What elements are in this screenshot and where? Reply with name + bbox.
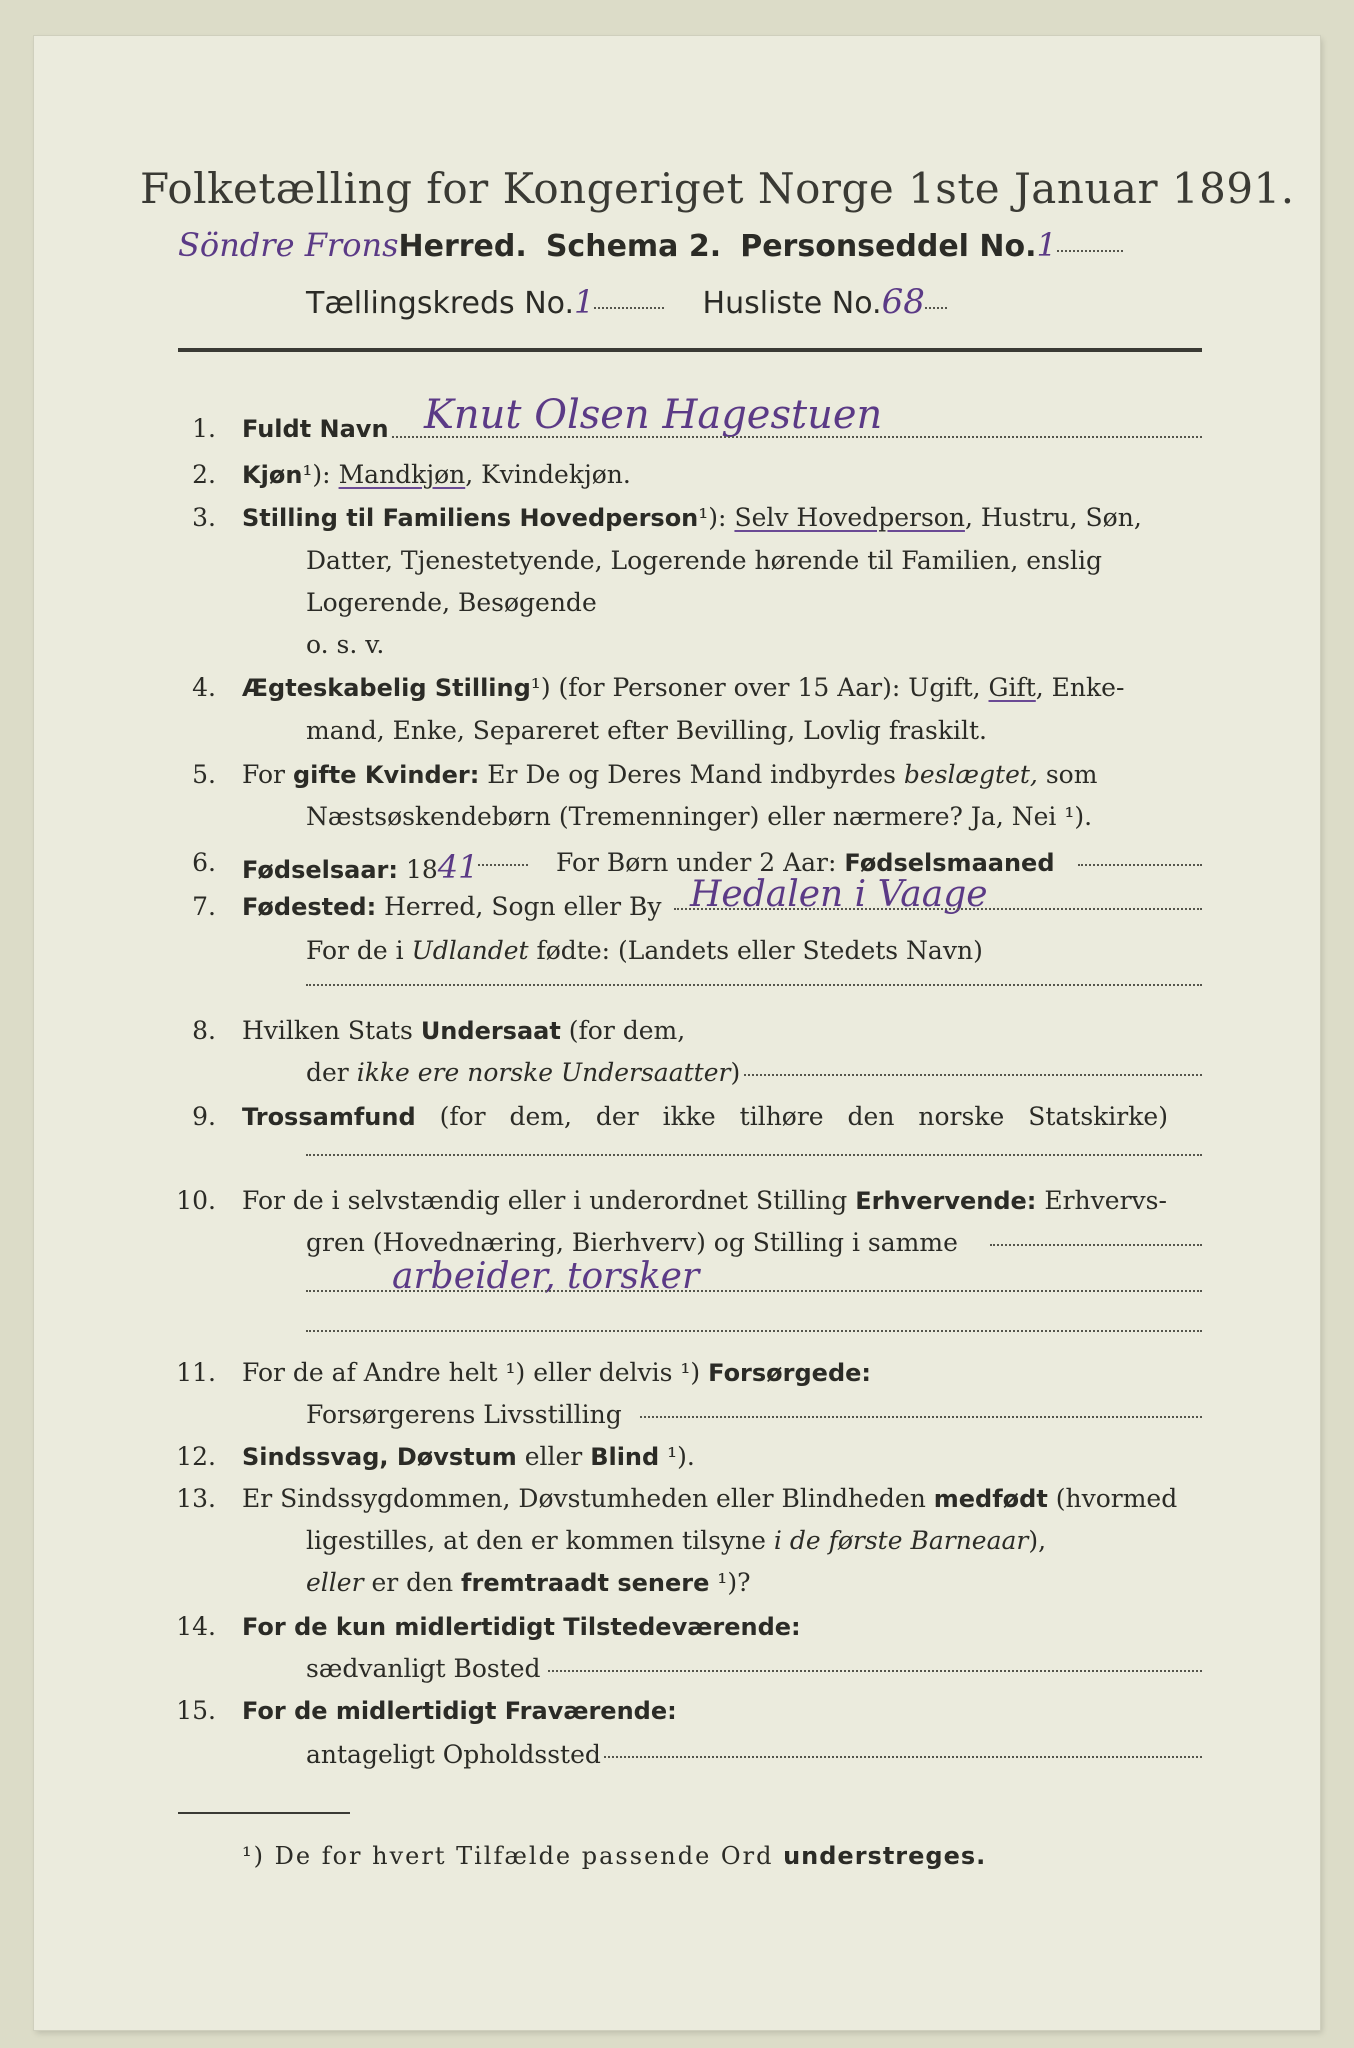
item-15-line-2: antageligt Opholdssted — [306, 1740, 601, 1769]
item-14-line-2: sædvanligt Bosted — [306, 1654, 541, 1683]
item-2 — [242, 460, 631, 489]
item-5-suffix: som — [1037, 760, 1098, 789]
husliste-dots — [925, 307, 947, 309]
item-11-label: Forsørgede: — [708, 1359, 872, 1387]
item-5-italic: beslægtet, — [903, 760, 1038, 789]
item-10 — [242, 1186, 1167, 1215]
footnote-bold: understreges. — [783, 1842, 987, 1870]
item-10-text: For de i selvstændig eller i underordnet Stilling — [242, 1186, 856, 1215]
item-13-suffix: (hvormed — [1047, 1484, 1178, 1513]
header-line-1 — [178, 226, 1123, 264]
item-12 — [242, 1442, 695, 1471]
item-8-l2-italic: ikke ere norske Undersaatter — [356, 1058, 731, 1087]
item-6-dotline-a — [478, 864, 528, 866]
item-13-label: medfødt — [933, 1485, 1048, 1513]
item-4-options: , Enke- — [1035, 673, 1125, 702]
item-12-footref: ¹). — [659, 1442, 695, 1471]
item-13 — [242, 1484, 1177, 1513]
item-3-selected: Selv Hovedperson — [734, 503, 965, 532]
footnote-rule — [178, 1812, 350, 1814]
item-7-text: Herred, Sogn eller By — [376, 892, 662, 921]
item-5-text: Er De og Deres Mand indbyrdes — [479, 760, 904, 789]
item-13-l2-suffix: ), — [1028, 1526, 1047, 1555]
item-12-conj: eller — [516, 1442, 591, 1471]
item-4-selected: Gift — [988, 673, 1036, 702]
item-7-l2-italic: Udlandet — [411, 936, 529, 965]
item-10-suffix: Erhvervs- — [1036, 1186, 1167, 1215]
item-6-century: 18 — [398, 855, 438, 884]
item-14-label: For de kun midlertidigt Tilstedeværende: — [242, 1613, 801, 1641]
item-7-dotline — [674, 908, 1202, 910]
herred-value: Söndre Frons — [178, 226, 399, 264]
item-2-footref: ¹): — [302, 460, 339, 489]
item-5-prefix: For — [242, 760, 293, 789]
item-7-answer: Hedalen i Vaage — [690, 874, 988, 915]
item-3-label: Stilling til Familiens Hovedperson — [242, 504, 699, 532]
item-8 — [242, 1016, 685, 1045]
item-3-number: 3. — [192, 503, 216, 532]
item-7-l2-suffix: fødte: (Landets eller Stedets Navn) — [528, 936, 983, 965]
item-15 — [242, 1696, 677, 1725]
item-12-number: 12. — [176, 1442, 216, 1471]
item-14-dotline — [548, 1670, 1202, 1672]
item-12-label-b: Blind — [590, 1443, 660, 1471]
item-6-number: 6. — [192, 848, 216, 877]
item-3 — [242, 503, 1142, 532]
item-11-number: 11. — [176, 1358, 216, 1387]
header-line-2 — [306, 282, 947, 322]
item-13-line-3 — [306, 1568, 751, 1597]
husliste-label: Husliste No. — [702, 286, 882, 321]
item-3-line-3: Logerende, Besøgende — [306, 588, 597, 617]
item-4-number: 4. — [192, 673, 216, 702]
item-9-label: Trossamfund — [242, 1103, 416, 1131]
item-11-line-2: Forsørgerens Livsstilling — [306, 1400, 622, 1429]
item-14 — [242, 1612, 801, 1641]
item-4-text: ¹) (for Personer over 15 Aar): Ugift, — [530, 673, 989, 702]
item-2-selected: Mandkjøn — [338, 460, 466, 489]
item-11 — [242, 1358, 871, 1387]
item-10-number: 10. — [176, 1186, 216, 1215]
kreds-dots — [594, 307, 664, 309]
item-1-dotline — [392, 436, 1202, 438]
item-1-number: 1. — [192, 414, 216, 443]
item-7 — [242, 892, 662, 921]
footnote — [242, 1842, 986, 1870]
item-5-number: 5. — [192, 760, 216, 789]
item-4-label: Ægteskabelig Stilling — [242, 674, 531, 702]
item-9-number: 9. — [192, 1102, 216, 1131]
item-15-dotline — [604, 1756, 1202, 1758]
form-title: Folketælling for Kongeriget Norge 1ste Januar 1891. — [140, 164, 1295, 213]
personseddel-value: 1 — [1036, 226, 1057, 264]
item-3-options: , Hustru, Søn, — [964, 503, 1142, 532]
item-9-dotline — [306, 1154, 1202, 1156]
item-1-label: Fuldt Navn — [242, 415, 389, 443]
item-13-line-2 — [306, 1526, 1046, 1555]
item-13-l3-italic: eller — [306, 1568, 364, 1597]
kreds-value: 1 — [574, 283, 595, 321]
item-6-label: Fødselsaar: — [242, 856, 398, 884]
item-6-answer: 41 — [437, 848, 479, 886]
item-13-l3-suffix: ¹)? — [709, 1568, 751, 1597]
item-8-number: 8. — [192, 1016, 216, 1045]
item-1-answer: Knut Olsen Hagestuen — [424, 392, 883, 438]
item-8-prefix: Hvilken Stats — [242, 1016, 421, 1045]
item-10-line-2: gren (Hovednæring, Bierhverv) og Stilling i samme — [306, 1228, 958, 1257]
item-8-dotline — [744, 1074, 1202, 1076]
personseddel-dots — [1057, 250, 1123, 252]
item-5-label: gifte Kvinder: — [292, 761, 480, 789]
item-6-child-label: For Børn under 2 Aar: — [556, 848, 845, 877]
item-15-label: For de midlertidigt Fraværende: — [242, 1697, 677, 1725]
item-4-line-2: mand, Enke, Separeret efter Bevilling, Lovlig fraskilt. — [306, 716, 987, 745]
item-3-footref: ¹): — [698, 503, 735, 532]
item-13-l3-label: fremtraadt senere — [461, 1569, 710, 1597]
item-5 — [242, 760, 1097, 789]
item-14-number: 14. — [176, 1612, 216, 1641]
item-9-text: (for dem, der ikke tilhøre den norske Statskirke) — [415, 1102, 1168, 1131]
herred-label: Herred. — [398, 229, 527, 264]
item-10-dotline-2 — [306, 1290, 1202, 1292]
item-11-text: For de af Andre helt ¹) eller delvis ¹) — [242, 1358, 709, 1387]
item-13-l2-italic: i de første Barneaar — [773, 1526, 1029, 1555]
header-rule — [178, 348, 1202, 352]
item-7-dotline-2 — [306, 984, 1202, 986]
kreds-label: Tællingskreds No. — [306, 286, 574, 321]
item-2-number: 2. — [192, 460, 216, 489]
item-1 — [242, 414, 389, 443]
item-12-label-a: Sindssvag, Døvstum — [242, 1443, 517, 1471]
footnote-text: ¹) De for hvert Tilfælde passende Ord — [242, 1842, 784, 1870]
item-10-label: Erhvervende: — [855, 1187, 1037, 1215]
item-13-number: 13. — [176, 1484, 216, 1513]
item-10-answer: arbeider, torsker — [392, 1256, 700, 1297]
husliste-value: 68 — [881, 282, 925, 322]
item-8-label: Undersaat — [420, 1017, 561, 1045]
item-13-l3-text: er den — [363, 1568, 462, 1597]
item-7-line-2 — [306, 936, 983, 965]
item-13-text: Er Sindssygdommen, Døvstumheden eller Blindheden — [242, 1484, 934, 1513]
item-9 — [242, 1102, 1168, 1131]
item-10-dotline-1 — [990, 1244, 1202, 1246]
item-7-label: Fødested: — [242, 893, 377, 921]
item-5-line-2: Næstsøskendebørn (Tremenninger) eller nærmere? Ja, Nei ¹). — [306, 802, 1093, 831]
schema-label: Schema 2. — [545, 229, 722, 264]
item-3-line-2: Datter, Tjenestetyende, Logerende hørende til Familien, enslig — [306, 546, 1103, 575]
item-13-l2-text: ligestilles, at den er kommen tilsyne — [306, 1526, 774, 1555]
item-15-number: 15. — [176, 1696, 216, 1725]
personseddel-label: Personseddel No. — [740, 229, 1037, 264]
item-2-label: Kjøn — [242, 461, 303, 489]
item-6-part-2 — [556, 848, 1055, 877]
item-8-line-2: der ikke ere norske Undersaatter) — [306, 1058, 741, 1087]
item-6-dotline-b — [1078, 864, 1202, 866]
item-6-month-label: Fødselsmaaned — [844, 849, 1055, 877]
item-10-dotline-3 — [306, 1330, 1202, 1332]
item-4 — [242, 673, 1124, 702]
item-7-number: 7. — [192, 892, 216, 921]
item-11-dotline — [640, 1416, 1202, 1418]
item-8-suffix: (for dem, — [560, 1016, 686, 1045]
item-2-options: , Kvindekjøn. — [465, 460, 631, 489]
item-3-line-4: o. s. v. — [306, 630, 385, 659]
item-6 — [242, 848, 478, 886]
item-8-l2-prefix: der — [306, 1058, 357, 1087]
item-7-l2-prefix: For de i — [306, 936, 412, 965]
